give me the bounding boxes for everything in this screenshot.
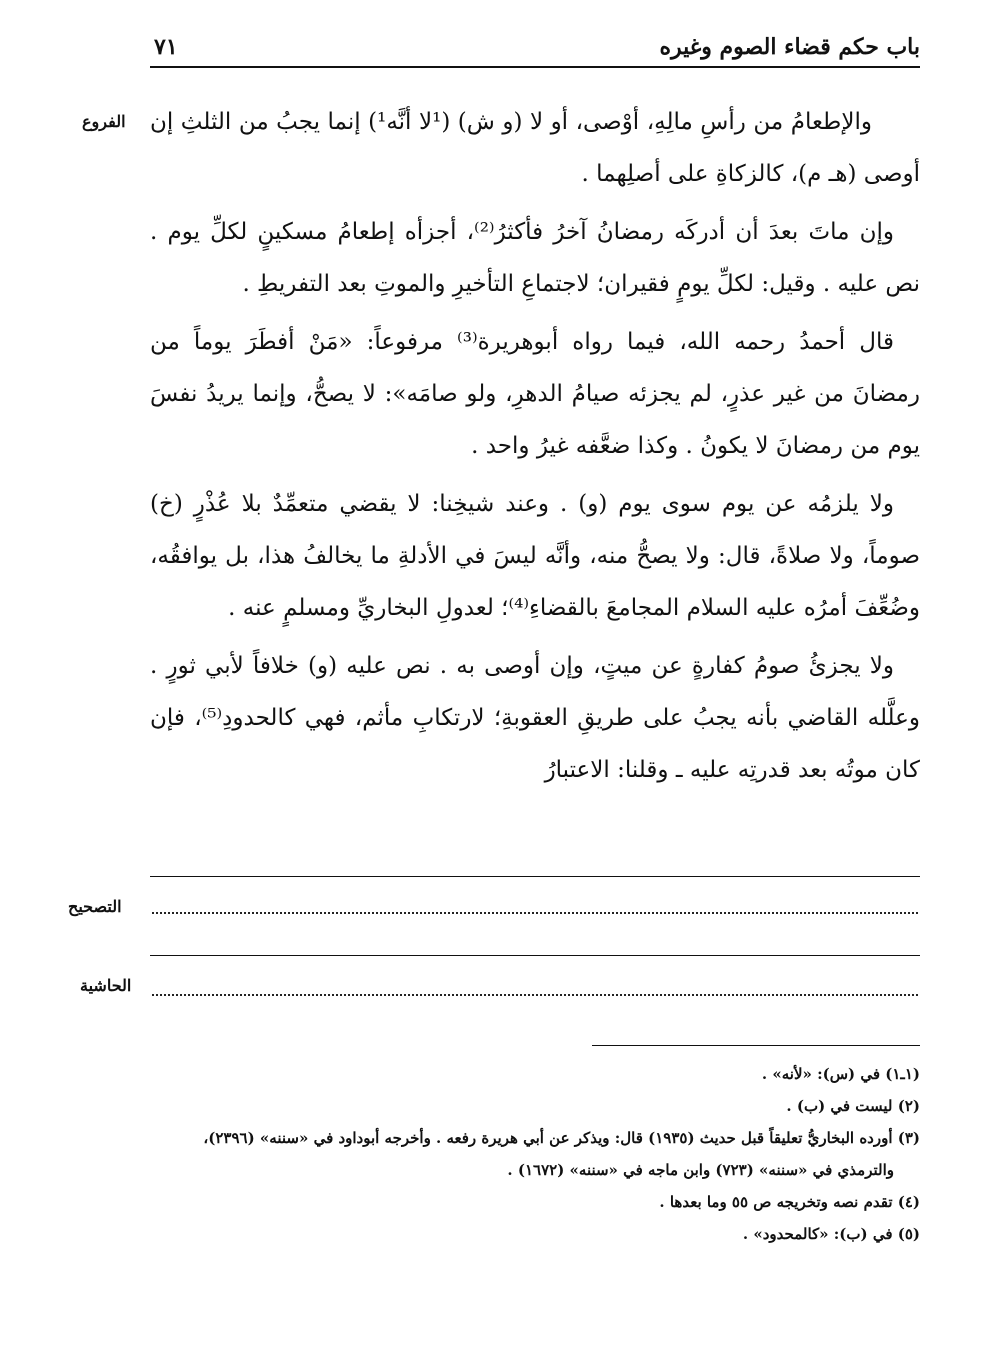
correction-top-rule [150,876,920,877]
gloss-dotted-line [152,994,918,996]
footnote: (٥) في (ب): «كالمحدود» . [742,1225,920,1243]
main-text [150,96,920,802]
footnote: (٤) تقدم نصه وتخريجه ص ٥٥ وما بعدها . [659,1193,920,1211]
footnotes [150,1058,920,1250]
footnote: (٢) ليست في (ب) . [786,1097,920,1115]
margin-section-label: الفروع [82,112,126,131]
paragraph: ولا يجزئُ صومُ كفارةٍ عن ميتٍ، وإن أوصى به . نص عليه (و) خلافاً لأبي ثورٍ . وعلَّله القاضي بأنه يجبُ على طريقِ العقوبةِ؛ لارتكابِ مأثم، فهي كالحدودِ⁽⁵⁾، فإن كان موتُه بعد قدرتِه عليه ـ وقلنا: الاعتبارُ [150,653,920,783]
correction-label: التصحيح [68,897,122,916]
paragraph: ولا يلزمُه عن يوم سوى يوم (و) . وعند شيخِنا: لا يقضي متعمِّدٌ بلا عُذْرٍ (خ) صوماً، ولا صلاةً، قال: ولا يصحُّ منه، وأنَّه ليسَ في الأدلةِ ما يخالفُ هذا، بل يوافقُه، وضُعِّفَ أمرُه عليه السلام المجامعَ بالقضاءِ⁽⁴⁾؛ لعدولِ البخاريِّ ومسلمٍ عنه . [150,491,920,621]
page-number: ٧١ [154,34,178,60]
footnote: (١ـ١) في (س): «لأنه» . [761,1065,920,1083]
header-rule [150,66,920,68]
gloss-top-rule [150,955,920,956]
correction-dotted-line [152,912,918,914]
running-header [150,30,920,64]
paragraph: وإن ماتَ بعدَ أن أدركَه رمضانُ آخرُ فأكثرُ⁽²⁾، أجزأه إطعامُ مسكينٍ لكلِّ يوم . نص عليه . وقيل: لكلِّ يومٍ فقيران؛ لاجتماعِ التأخيرِ والموتِ بعد التفريطِ . [150,219,920,297]
footnote: (٣) أورده البخاريُّ تعليقاً قبل حديث (١٩٣٥) قال: ويذكر عن أبي هريرة رفعه . وأخرجه أبوداود في «سننه» (٢٣٩٦)، [203,1129,920,1147]
gloss-label: الحاشية [80,976,132,995]
footnote-separator [592,1045,920,1046]
paragraph: والإطعامُ من رأسِ مالِهِ، أوْصى، أو لا (و ش) (¹لا أنَّه¹) إنما يجبُ من الثلثِ إن أوصى (هـ م)، كالزكاةِ على أصلِهما . [150,109,920,187]
paragraph: قال أحمدُ رحمه الله، فيما رواه أبوهريرة⁽³⁾ مرفوعاً: «مَنْ أفطَرَ يوماً من رمضانَ من غير عذرٍ، لم يجزئه صيامُ الدهرِ، ولو صامَه»: لا يصحُّ، وإنما يريدُ نفسَ يوم من رمضانَ لا يكونُ . وكذا ضعَّفه غيرُ واحد . [150,329,920,459]
footnote-continuation: والترمذي في «سننه» (٧٢٣) وابن ماجه في «سننه» (١٦٧٢) . [507,1161,894,1179]
chapter-title: باب حكم قضاء الصوم وغيره [659,34,920,60]
